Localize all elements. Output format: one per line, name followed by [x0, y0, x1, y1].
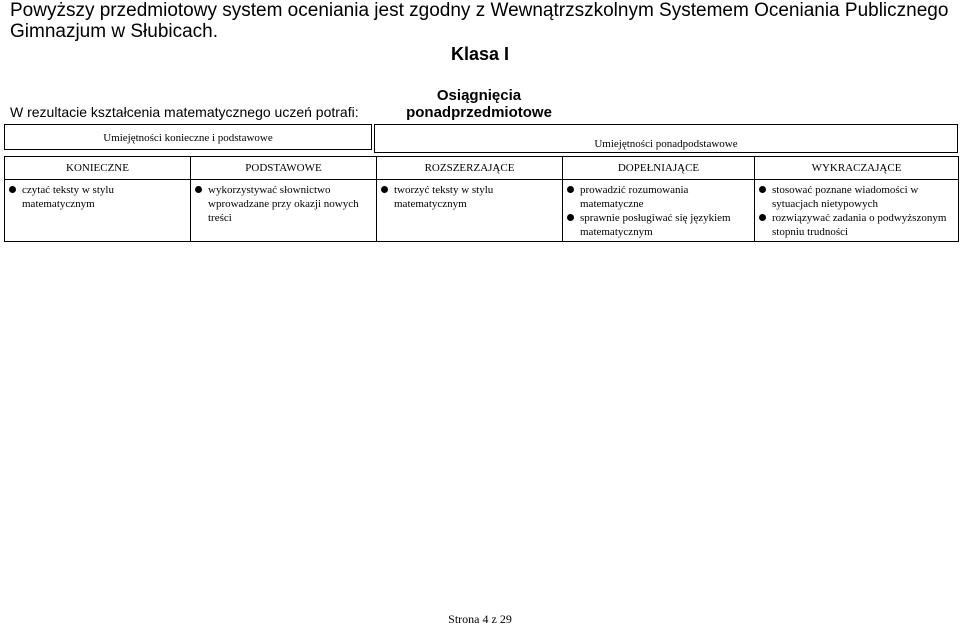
list-item-text: wykorzystywać słownictwo wprowadzane przy okazji nowych treści [208, 184, 359, 224]
header-rozszerzajace: ROZSZERZAJĄCE [377, 157, 563, 180]
list-item [757, 211, 956, 239]
cell-rozszerzajace [377, 180, 563, 242]
section-title: Osiągnięcia ponadprzedmiotowe [406, 87, 552, 121]
list-item [565, 211, 752, 239]
page-number: Strona 4 z 29 [448, 612, 512, 626]
levels-table [4, 156, 959, 242]
basic-skills-box [4, 124, 372, 150]
list-item-text: prowadzić rozumowania matematyczne [580, 184, 689, 210]
header-dopelniajace: DOPEŁNIAJĄCE [563, 157, 755, 180]
list-item [7, 183, 188, 211]
header-konieczne: KONIECZNE [5, 157, 191, 180]
list-item [379, 183, 560, 211]
list-item [565, 183, 752, 211]
list-item-text: rozwiązywać zadania o podwyższonym stopniu trudności [772, 212, 947, 238]
list-item-text: stosować poznane wiadomości w sytuacjach nietypowych [772, 184, 919, 210]
list-item-text: czytać teksty w stylu matematycznym [22, 184, 114, 210]
cell-wykraczajace [755, 180, 959, 242]
list-item [757, 183, 956, 211]
list-item-text: tworzyć teksty w stylu matematycznym [394, 184, 494, 210]
header-podstawowe: PODSTAWOWE [191, 157, 377, 180]
class-title: Klasa I [450, 44, 510, 64]
header-wykraczajace: WYKRACZAJĄCE [755, 157, 959, 180]
advanced-skills-box [374, 124, 958, 153]
levels-header-row [5, 157, 959, 180]
result-label: W rezultacie kształcenia matematycznego uczeń potrafi: [10, 104, 359, 120]
levels-content-row [5, 180, 959, 242]
cell-konieczne [5, 180, 191, 242]
cell-dopelniajace [563, 180, 755, 242]
list-item-text: sprawnie posługiwać się językiem matematycznym [580, 212, 731, 238]
intro-paragraph: Powyższy przedmiotowy system oceniania jest zgodny z Wewnątrzszkolnym Systemem Oceniania Publicznego Gimnazjum w Słubicach. [10, 0, 949, 42]
basic-skills-label: Umiejętności konieczne i podstawowe [103, 132, 273, 144]
list-item [193, 183, 374, 225]
advanced-skills-label: Umiejętności ponadpodstawowe [594, 138, 738, 150]
cell-podstawowe [191, 180, 377, 242]
